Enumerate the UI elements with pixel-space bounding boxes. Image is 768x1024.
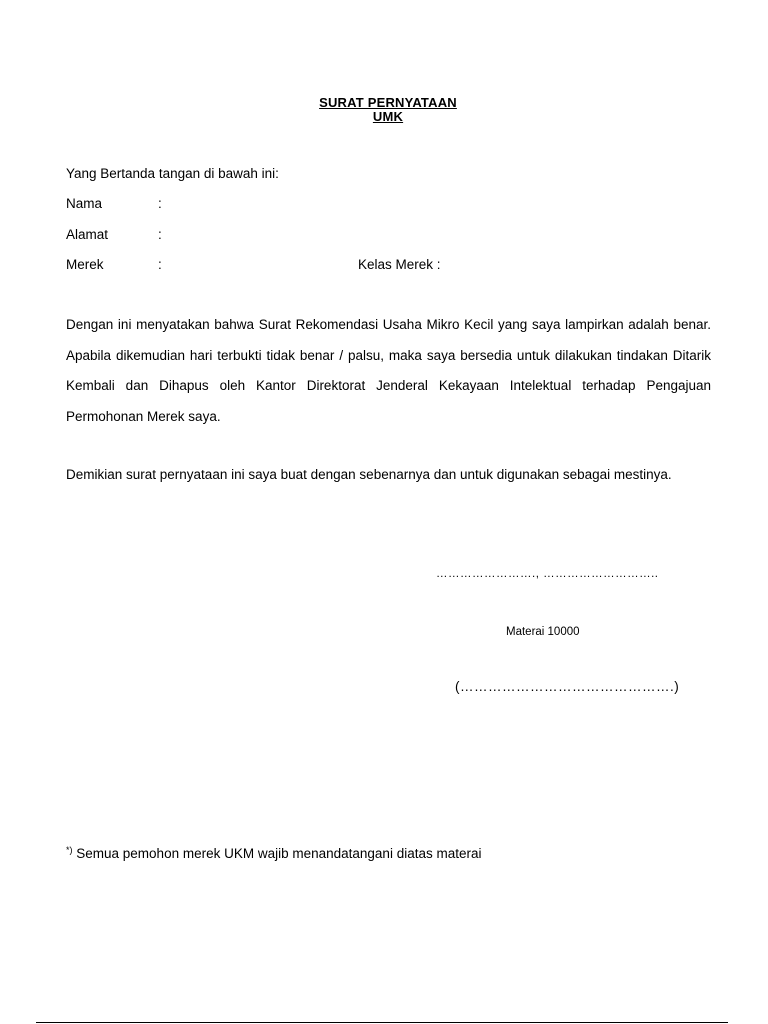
field-sep-merek: : bbox=[158, 257, 162, 272]
field-label-nama: Nama bbox=[66, 196, 103, 211]
footnote-text: Semua pemohon merek UKM wajib menandatangani diatas materai bbox=[76, 846, 482, 861]
field-label-merek: Merek bbox=[66, 257, 104, 272]
field-sep-alamat: : bbox=[158, 227, 162, 242]
document-title: SURAT PERNYATAAN bbox=[319, 95, 457, 110]
signature-name-line: (……………………………………….) bbox=[455, 679, 680, 694]
document-subtitle: UMK bbox=[372, 109, 404, 124]
page-bottom-rule bbox=[36, 1022, 728, 1023]
statement-paragraph: Dengan ini menyatakan bahwa Surat Rekomendasi Usaha Mikro Kecil yang saya lampirkan adalah benar. Apabila dikemudian hari terbukti tidak benar / palsu, maka saya bersedia untuk dilakukan tindakan Ditarik Kembali dan Dihapus oleh Kantor Direktorat Jenderal Kekayaan Intelektual terhadap Pengajuan Permohonan Merek saya. bbox=[66, 317, 711, 424]
field-label-kelas-merek: Kelas Merek : bbox=[358, 257, 441, 272]
closing-paragraph: Demikian surat pernyataan ini saya buat dengan sebenarnya dan untuk digunakan sebagai mestinya. bbox=[66, 467, 672, 482]
field-label-alamat: Alamat bbox=[66, 227, 109, 242]
field-sep-nama: : bbox=[158, 196, 162, 211]
footnote bbox=[66, 845, 481, 861]
footnote-marker: *) bbox=[66, 845, 73, 855]
materai-label: Materai 10000 bbox=[506, 626, 580, 638]
place-date-line: ……………………., ……………………….. bbox=[436, 568, 659, 580]
intro-text: Yang Bertanda tangan di bawah ini: bbox=[66, 166, 279, 181]
